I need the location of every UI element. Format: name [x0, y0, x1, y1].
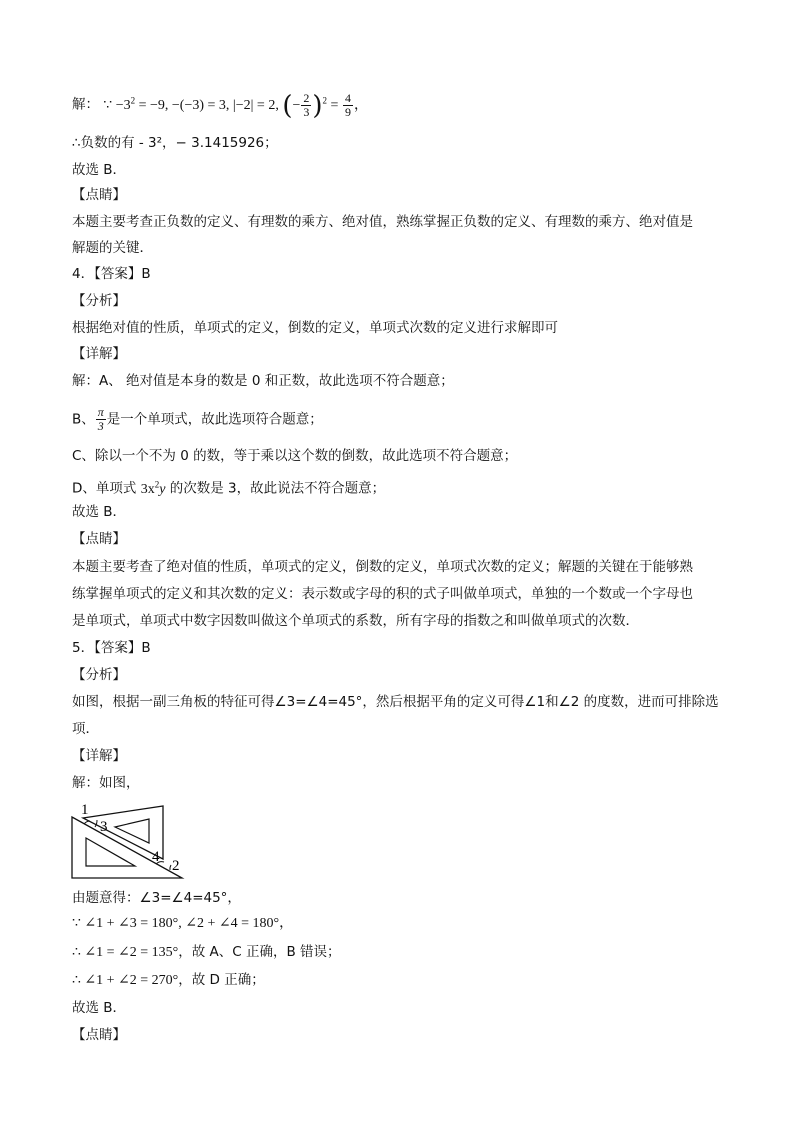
option-d-rest: 的次数是 3，故此说法不符合题意； [165, 480, 386, 497]
analysis-5-line-1: 如图，根据一副三角板的特征可得∠3=∠4=45°，然后根据平角的定义可得∠1和∠2 的度数，进而可排除选 [72, 694, 719, 710]
because-symbol: ∵ [103, 97, 113, 113]
dianjing-heading-3: 【点睛】 [72, 187, 126, 203]
exponent: 2 [130, 95, 136, 105]
label-angle-4: 4 [152, 849, 160, 865]
because-line: ∵ ∠1 + ∠3 = 180°, ∠2 + ∠4 = 180°， [72, 916, 294, 931]
angle-arc-3 [95, 820, 97, 827]
exponent: 2 [322, 95, 328, 105]
set-square-figure [70, 800, 190, 882]
dianjing-heading-4: 【点睛】 [72, 531, 126, 547]
option-c: C、除以一个不为 0 的数，等于乘以这个数的倒数，故此选项不符合题意； [72, 448, 518, 464]
choose-line-3: 故选 B． [72, 162, 127, 178]
monomial-coef: 3x [140, 481, 155, 497]
option-b-rest: 是一个单项式，故此选项符合题意； [106, 411, 323, 428]
dianjing-heading-5: 【点睛】 [72, 1027, 126, 1043]
angle-arc-2 [170, 865, 171, 870]
fraction-2-3 [301, 92, 311, 119]
large-triangle [72, 817, 182, 878]
answer-5: 5．【答案】B [72, 640, 151, 656]
label-angle-2: 2 [172, 858, 180, 874]
solution-intro-5: 解：如图， [72, 775, 140, 791]
small-triangle [83, 806, 163, 859]
exponent: 2 [154, 479, 160, 489]
frac-den: 3 [303, 104, 310, 119]
label-angle-1: 1 [81, 802, 89, 818]
fenxi-heading-5: 【分析】 [72, 667, 126, 683]
fenxi-heading-4: 【分析】 [72, 293, 126, 309]
answer-4: 4．【答案】B [72, 266, 151, 282]
equals: = [327, 97, 342, 113]
angle-arc-1 [84, 821, 90, 824]
therefore-line-2 [72, 970, 265, 991]
option-d-prefix: D、单项式 [72, 480, 141, 497]
expression-q3 [103, 90, 368, 121]
fraction-pi-3 [96, 406, 106, 433]
choose-line-4: 故选 B． [72, 504, 127, 520]
fraction-4-9 [343, 92, 353, 119]
therefore-2-math: ∴ ∠1 + ∠2 = 270° [72, 973, 179, 988]
option-b [72, 406, 323, 433]
term-neg-3: −3 [115, 97, 131, 113]
therefore-2-rest: ，故 D 正确； [178, 972, 265, 988]
therefore-1-rest: ，故 A、C 正确，B 错误； [178, 944, 341, 960]
frac-num: π [97, 405, 104, 419]
label-angle-3: 3 [100, 819, 108, 835]
solution-prefix: 解： [72, 96, 99, 113]
xiangjie-heading-5: 【详解】 [72, 748, 126, 764]
choose-line-5: 故选 B． [72, 1000, 127, 1016]
frac-den: 9 [344, 104, 351, 119]
xiangjie-heading-4: 【详解】 [72, 346, 126, 362]
monomial [140, 479, 166, 497]
left-paren: ( [282, 90, 293, 121]
frac-num: 4 [344, 90, 351, 105]
summary-4-line-1: 本题主要考查了绝对值的性质，单项式的定义，倒数的定义，单项式次数的定义；解题的关键在于能够熟 [72, 559, 693, 575]
right-paren: ) [312, 90, 323, 121]
summary-3-line-2: 解题的关键． [72, 240, 153, 256]
frac-den: 3 [97, 419, 104, 433]
summary-4-line-3: 是单项式，单项式中数字因数叫做这个单项式的系数，所有字母的指数之和叫做单项式的次数． [72, 613, 639, 629]
frac-num: 2 [303, 90, 310, 105]
option-a: 解：A、 绝对值是本身的数是 0 和正数，故此选项不符合题意； [72, 373, 454, 389]
therefore-line-1 [72, 942, 341, 963]
summary-4-line-2: 练掌握单项式的定义和其次数的定义：表示数或字母的积的式子叫做单项式，单独的一个数或一个字母也 [72, 586, 693, 602]
given-line: 由题意得：∠3=∠4=45°， [72, 890, 241, 906]
small-triangle-hole [115, 819, 149, 843]
negatives-line: ∴负数的有 - 3²，− 3.1415926； [72, 135, 278, 151]
therefore-1-math: ∴ ∠1 = ∠2 = 135° [72, 945, 179, 960]
large-triangle-hole [86, 838, 135, 866]
solution-line-3 [72, 90, 368, 119]
monomial-var: y [159, 481, 166, 497]
analysis-4: 根据绝对值的性质，单项式的定义，倒数的定义，单项式次数的定义进行求解即可 [72, 320, 558, 336]
option-b-prefix: B、 [72, 411, 95, 428]
option-d [72, 474, 385, 500]
comma: ， [353, 97, 368, 113]
analysis-5-line-2: 项． [72, 721, 99, 737]
summary-3-line-1: 本题主要考查正负数的定义、有理数的乘方、绝对值，熟练掌握正负数的定义、有理数的乘方、绝对值是 [72, 214, 693, 230]
frac-sign: − [292, 97, 301, 113]
terms-rest: = −9, −(−3) = 3, |−2| = 2, [135, 97, 279, 113]
